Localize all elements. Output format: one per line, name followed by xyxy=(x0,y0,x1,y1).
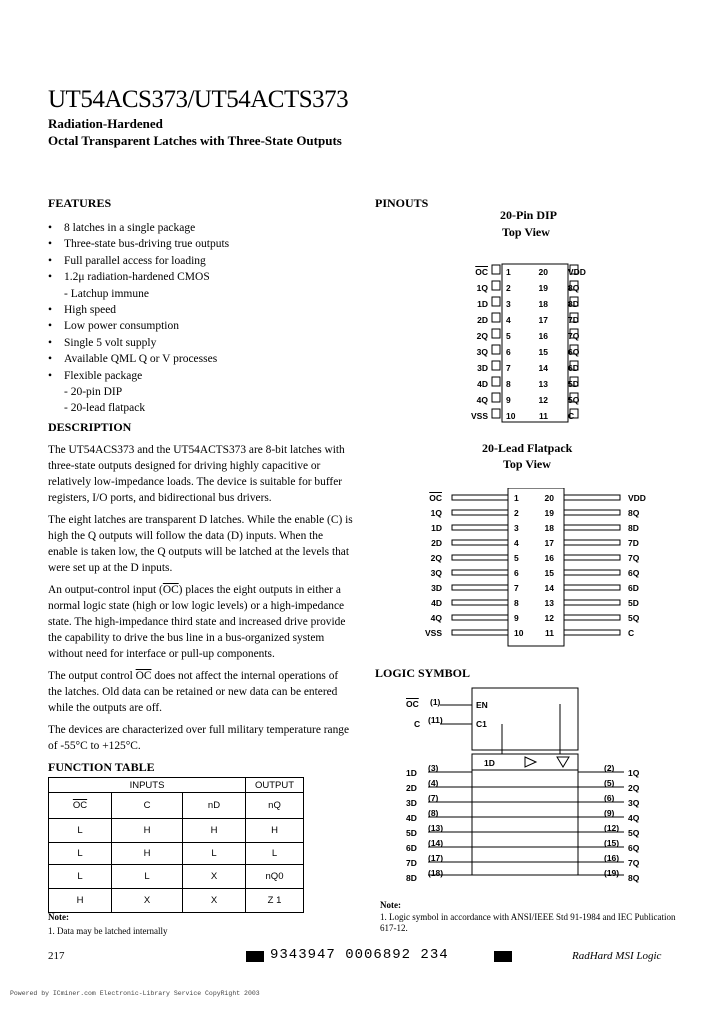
table-cell: L xyxy=(49,843,112,865)
logic-output-pins xyxy=(604,761,628,881)
pin-name: 8Q xyxy=(568,283,580,293)
page-number: 217 xyxy=(48,950,65,962)
pin-name: 2Q xyxy=(430,553,442,563)
pin-number: 2 xyxy=(514,508,519,518)
pin-name: 2Q xyxy=(476,331,488,341)
pin-number: 12 xyxy=(538,395,548,405)
table-cell: Z 1 xyxy=(246,889,304,913)
dip-left-numbers xyxy=(506,264,515,424)
pin-number: 20 xyxy=(538,267,548,277)
output-pin: (15) xyxy=(604,838,620,848)
pin-number: 15 xyxy=(544,568,554,578)
table-row xyxy=(49,889,304,913)
pin-name: 2D xyxy=(431,538,442,548)
table-cell: H xyxy=(49,889,112,913)
pin-name: 2D xyxy=(477,315,488,325)
dip-title: 20-Pin DIP xyxy=(500,208,557,222)
pin-name: 4Q xyxy=(476,395,488,405)
logic-output-names xyxy=(628,766,639,886)
input-name: 3D xyxy=(406,798,417,808)
pin-number: 1 xyxy=(506,267,511,277)
pin-name: 8Q xyxy=(628,508,640,518)
output-name: 8Q xyxy=(628,873,640,883)
table-cell: H xyxy=(183,819,246,843)
input-pin: (14) xyxy=(428,838,444,848)
pin-name: C xyxy=(568,411,575,421)
output-name: 4Q xyxy=(628,813,640,823)
description-paragraph-2: The eight latches are transparent D latches. While the enable (C) is high the Q outputs will follow the data (D) inputs. When the enable is taken low, the Q outputs will be latched at the levels that were set up at the D inputs. xyxy=(48,514,353,574)
output-pin: (2) xyxy=(604,763,615,773)
pin-number: 13 xyxy=(544,598,554,608)
output-header: OUTPUT xyxy=(246,778,304,793)
subtitle-description: Octal Transparent Latches with Three-State Outputs xyxy=(48,133,342,148)
output-pin: (9) xyxy=(604,808,615,818)
input-pin: (18) xyxy=(428,868,444,878)
pin-name: 4D xyxy=(431,598,442,608)
feature-subitem: - 20-pin DIP xyxy=(64,386,123,399)
pin-name: 5Q xyxy=(568,395,580,405)
pin-number: 10 xyxy=(514,628,524,638)
logic-symbol-heading: LOGIC SYMBOL xyxy=(375,666,471,680)
col-nq: nQ xyxy=(246,793,304,819)
input-name: 6D xyxy=(406,843,417,853)
pin-name: 3Q xyxy=(430,568,442,578)
output-pin: (5) xyxy=(604,778,615,788)
pin-number: 7 xyxy=(514,583,519,593)
pin-name: 7D xyxy=(568,315,579,325)
table-row xyxy=(49,843,304,865)
logic-oc-pin: (1) xyxy=(430,697,441,707)
logic-note: 1. Logic symbol in accordance with ANSI/IEEE Std 91-1984 and IEC Publication 617-12. xyxy=(380,912,676,933)
feature-subitem: - 20-lead flatpack xyxy=(64,402,146,415)
dip-pin-boxes-left xyxy=(492,265,500,418)
table-cell: L xyxy=(246,843,304,865)
pin-number: 11 xyxy=(539,411,548,421)
pin-name: 1D xyxy=(431,523,442,533)
feature-item: • Full parallel access for loading xyxy=(48,253,348,269)
pin-name: 6D xyxy=(628,583,639,593)
pin-number: 2 xyxy=(506,283,511,293)
pin-name: 3D xyxy=(431,583,442,593)
feature-item: • Flexible package xyxy=(48,368,348,384)
pin-name: VDD xyxy=(568,267,586,277)
logic-c-label: C xyxy=(414,719,421,729)
pin-name: VSS xyxy=(470,411,488,421)
input-name: 1D xyxy=(406,768,417,778)
table-cell: L xyxy=(112,865,183,889)
pin-name: 6Q xyxy=(568,347,580,357)
feature-item: • 1.2μ radiation-hardened CMOS xyxy=(48,269,348,285)
pin-number: 17 xyxy=(538,315,548,325)
table-cell: nQ0 xyxy=(246,865,304,889)
logic-c-pin: (11) xyxy=(428,715,443,725)
table-cell: H xyxy=(112,843,183,865)
feature-item: • Three-state bus-driving true outputs xyxy=(48,236,348,252)
logic-c1-label: C1 xyxy=(476,719,487,729)
pin-number: 19 xyxy=(538,283,548,293)
pin-number: 11 xyxy=(545,628,554,638)
logic-oc-label: $\overline{OC}$ xyxy=(406,699,419,709)
flatpack-left-numbers xyxy=(514,491,523,641)
logic-input-names xyxy=(406,766,417,886)
function-table-note: 1. Data may be latched internally xyxy=(48,926,168,936)
subtitle-radiation: Radiation-Hardened xyxy=(48,116,163,131)
features-list xyxy=(48,220,348,417)
input-name: 4D xyxy=(406,813,417,823)
p3-part-a: An output-control input ( xyxy=(48,584,163,596)
table-cell: L xyxy=(49,819,112,843)
pin-name: 4Q xyxy=(430,613,442,623)
pin-number: 7 xyxy=(506,363,511,373)
pin-number: 1 xyxy=(514,493,519,503)
barcode-left-block xyxy=(246,951,264,962)
table-cell: H xyxy=(246,819,304,843)
dip-subtitle: Top View xyxy=(502,225,550,239)
pin-name: 8D xyxy=(628,523,639,533)
pin-name: 7Q xyxy=(628,553,640,563)
table-cell: L xyxy=(183,843,246,865)
pin-name: 6Q xyxy=(628,568,640,578)
output-name: 1Q xyxy=(628,768,640,778)
pin-name: 1D xyxy=(477,299,488,309)
feature-subitem: - Latchup immune xyxy=(64,287,149,300)
input-name: 7D xyxy=(406,858,417,868)
pin-name: VSS xyxy=(424,628,442,638)
pin-number: 5 xyxy=(514,553,519,563)
pin-number: 3 xyxy=(514,523,519,533)
pin-number: 9 xyxy=(514,613,519,623)
pin-number: 17 xyxy=(544,538,554,548)
description-paragraph-5: The devices are characterized over full military temperature range of -55°C to +125°C. xyxy=(48,724,350,752)
output-name: 3Q xyxy=(628,798,640,808)
flatpack-subtitle: Top View xyxy=(503,457,551,471)
col-c: C xyxy=(112,793,183,819)
input-pin: (7) xyxy=(428,793,439,803)
pin-name: 3D xyxy=(477,363,488,373)
table-cell: X xyxy=(183,889,246,913)
output-pin: (16) xyxy=(604,853,620,863)
pin-number: 18 xyxy=(544,523,554,533)
pin-name: $\overline{OC}$ xyxy=(429,493,442,503)
pin-number: 19 xyxy=(544,508,554,518)
barcode-right-block xyxy=(494,951,512,962)
pin-name: 1Q xyxy=(476,283,488,293)
pin-number: 20 xyxy=(544,493,554,503)
pin-name: C xyxy=(628,628,635,638)
feature-item: • Available QML Q or V processes xyxy=(48,351,348,367)
pin-name: 7Q xyxy=(568,331,580,341)
pin-number: 6 xyxy=(514,568,519,578)
function-table-heading: FUNCTION TABLE xyxy=(48,760,155,774)
pin-number: 14 xyxy=(544,583,554,593)
output-pin: (19) xyxy=(604,868,620,878)
flatpack-right-numbers xyxy=(540,491,554,641)
pin-name: VDD xyxy=(628,493,646,503)
table-cell: L xyxy=(49,865,112,889)
pin-name: 6D xyxy=(568,363,579,373)
feature-item: • Single 5 volt supply xyxy=(48,335,348,351)
function-table xyxy=(48,777,304,913)
output-name: 7Q xyxy=(628,858,640,868)
pin-number: 4 xyxy=(506,315,511,325)
pin-number: 14 xyxy=(538,363,548,373)
flatpack-package-outline xyxy=(448,488,628,648)
table-row xyxy=(49,819,304,843)
logic-en-label: EN xyxy=(476,700,488,710)
pin-name: 8D xyxy=(568,299,579,309)
output-name: 6Q xyxy=(628,843,640,853)
pin-number: 4 xyxy=(514,538,519,548)
output-name: 2Q xyxy=(628,783,640,793)
input-pin: (13) xyxy=(428,823,444,833)
input-name: 8D xyxy=(406,873,417,883)
table-cell: X xyxy=(183,865,246,889)
p4-part-b: does not affect the internal operations of the latches. Old data can be retained or new data can be entered while the outputs are off. xyxy=(48,670,339,714)
pin-number: 5 xyxy=(506,331,511,341)
output-pin: (12) xyxy=(604,823,620,833)
part-number-title: UT54ACS373/UT54ACTS373 xyxy=(48,86,349,113)
input-name: 2D xyxy=(406,783,417,793)
pin-name: 4D xyxy=(477,379,488,389)
flatpack-left-names xyxy=(412,491,442,641)
p3-oc-signal: $\overline{OC}$ xyxy=(162,584,179,596)
pin-number: 15 xyxy=(538,347,548,357)
description-paragraph-3 xyxy=(48,582,353,662)
p4-part-a: The output control xyxy=(48,670,136,682)
feature-item: • High speed xyxy=(48,302,348,318)
table-cell: H xyxy=(112,819,183,843)
barcode-text: 9343947 0006892 234 xyxy=(270,947,449,963)
p4-oc-signal: $\overline{OC}$ xyxy=(135,670,152,682)
pin-number: 16 xyxy=(538,331,548,341)
pin-number: 8 xyxy=(506,379,511,389)
watermark: Powered by ICminer.com Electronic-Library Service CopyRight 2003 xyxy=(10,990,260,997)
table-row xyxy=(49,865,304,889)
pin-name: 3Q xyxy=(476,347,488,357)
description-paragraph-4 xyxy=(48,668,353,716)
dip-left-names xyxy=(462,264,488,424)
function-table-note-label: Note: xyxy=(48,912,69,922)
flatpack-right-names xyxy=(628,491,646,641)
input-name: 5D xyxy=(406,828,417,838)
dip-right-names xyxy=(568,264,586,424)
description-paragraph-1: The UT54ACS373 and the UT54ACTS373 are 8-bit latches with three-state outputs designed for driving highly capacitive or relatively low-impedance loads. The device is suitable for buffer registers, I/O ports, and bidirectional bus drivers. xyxy=(48,444,345,504)
col-oc: $\overline{OC}$ xyxy=(49,793,112,819)
pin-number: 10 xyxy=(506,411,516,421)
pin-name: 7D xyxy=(628,538,639,548)
pin-name: 5Q xyxy=(628,613,640,623)
col-nd: nD xyxy=(183,793,246,819)
features-heading: FEATURES xyxy=(48,196,112,210)
pin-number: 13 xyxy=(538,379,548,389)
dip-right-numbers xyxy=(534,264,548,424)
table-cell: X xyxy=(112,889,183,913)
pin-number: 3 xyxy=(506,299,511,309)
pin-number: 6 xyxy=(506,347,511,357)
pin-name: $\overline{OC}$ xyxy=(475,267,488,277)
feature-item: • Low power consumption xyxy=(48,318,348,334)
logic-1d-label: 1D xyxy=(484,758,495,768)
flatpack-title: 20-Lead Flatpack xyxy=(482,441,573,455)
pin-number: 8 xyxy=(514,598,519,608)
logic-input-pins xyxy=(428,761,443,881)
input-pin: (3) xyxy=(428,763,439,773)
pin-name: 1Q xyxy=(430,508,442,518)
logic-note-label: Note: xyxy=(380,900,401,910)
pinouts-heading: PINOUTS xyxy=(375,196,429,210)
feature-item: • 8 latches in a single package xyxy=(48,220,348,236)
p3-part-b: ) places the eight outputs in either a normal logic state (high or low logic levels) or a high-impedance state. The high-impedance third state and increased drive provide the capability to drive the bus line in a bus-organized system without need for interface or pull-up components. xyxy=(48,584,346,660)
output-name: 5Q xyxy=(628,828,640,838)
pin-name: 5D xyxy=(628,598,639,608)
output-pin: (6) xyxy=(604,793,615,803)
pin-number: 9 xyxy=(506,395,511,405)
brand-footer: RadHard MSI Logic xyxy=(572,950,662,962)
input-pin: (8) xyxy=(428,808,439,818)
description-heading: DESCRIPTION xyxy=(48,420,132,434)
input-pin: (4) xyxy=(428,778,439,788)
input-pin: (17) xyxy=(428,853,444,863)
pin-number: 18 xyxy=(538,299,548,309)
inputs-header: INPUTS xyxy=(49,778,246,793)
pin-number: 16 xyxy=(544,553,554,563)
pin-number: 12 xyxy=(544,613,554,623)
pin-name: 5D xyxy=(568,379,579,389)
